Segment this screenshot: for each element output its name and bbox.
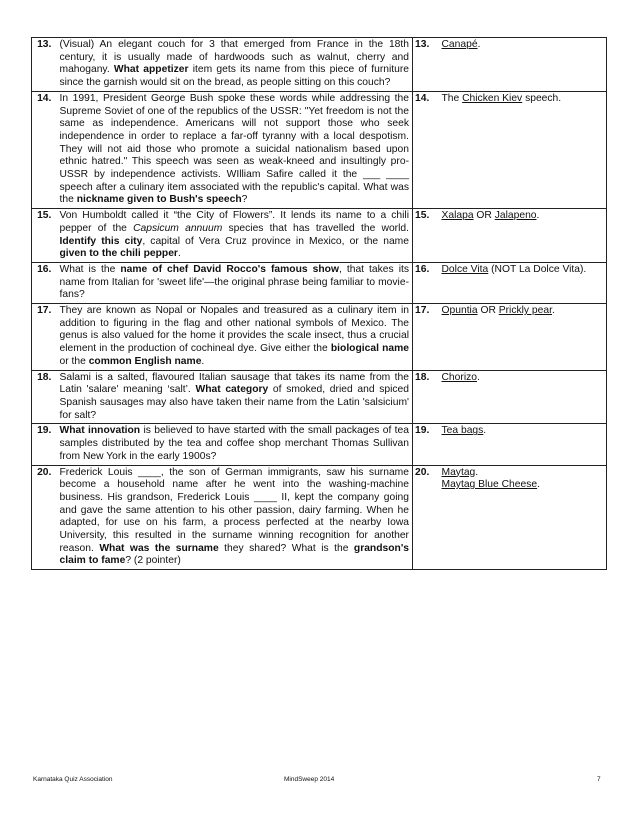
text-run: . — [483, 425, 487, 437]
text-run: grandson's claim to fame — [59, 542, 409, 567]
answer-text — [440, 304, 607, 371]
question-row — [32, 209, 607, 263]
question-text — [58, 465, 413, 570]
text-run: . — [551, 305, 555, 317]
text-run: Maytag Blue Cheese — [441, 479, 538, 491]
text-run: Canapé — [441, 39, 478, 50]
question-text — [58, 304, 413, 371]
text-run: Salami is a salted, flavoured Italian sausage that takes its name from the Latin 'salare' meaning ‘salt’. — [59, 371, 409, 396]
text-run: biological name — [330, 343, 409, 355]
question-number: 15. — [32, 209, 58, 263]
text-run: They are known as Nopal or Nopales and treasured as a culinary item in addition to figuring in the flag and other national symbols of Mexico. The genus is also valued for the home it provides the scale insect, thus a crucial element in the production of cochineal dye. Give either the — [59, 305, 409, 355]
text-run: The — [441, 92, 463, 104]
text-run: , that takes its name from Italian for 'sweet life'—the original phrase being familiar to movie-fans? — [59, 263, 409, 301]
text-run: or the — [59, 355, 89, 367]
text-run: What was the surname — [99, 542, 219, 554]
answer-text — [440, 91, 607, 208]
text-run: . — [475, 466, 479, 478]
text-run: . — [477, 39, 481, 50]
answer-number: 13. — [413, 38, 440, 92]
question-number: 16. — [32, 262, 58, 303]
text-run: Identify this city — [59, 235, 143, 247]
text-run: Jalapeno — [494, 210, 537, 222]
text-run: , capital of Vera Cruz province in Mexico, or the name — [142, 235, 409, 247]
question-row — [32, 38, 607, 92]
text-run: . — [536, 210, 540, 222]
answer-number: 18. — [413, 370, 440, 424]
text-run: Capsicum annuum — [133, 222, 223, 234]
answer-text — [440, 262, 607, 303]
answer-number: 17. — [413, 304, 440, 371]
answer-number: 19. — [413, 424, 440, 465]
text-run: they shared? What is the — [218, 542, 354, 554]
answer-number: 20. — [413, 465, 440, 570]
footer-organization: Karnataka Quiz Association — [33, 776, 113, 783]
answer-text — [440, 465, 607, 570]
text-run: Chorizo — [441, 371, 477, 383]
text-run: Dolce Vita — [441, 263, 489, 275]
quiz-table-body — [32, 38, 607, 570]
question-row — [32, 370, 607, 424]
text-run: Chicken Kiev — [462, 92, 523, 104]
question-text — [58, 91, 413, 208]
question-number: 14. — [32, 91, 58, 208]
text-run: OR — [473, 210, 495, 222]
text-run: item gets its name from this piece of furniture since the garnish would sit on the bread, as people sitting on this couch? — [59, 64, 410, 89]
question-row — [32, 304, 607, 371]
text-run: Frederick Louis ____, the son of German immigrants, saw his surname become a household name after he went into the washing-machine business. His grandson, Frederick Louis ____ II, kept the company going and gave the same attention to his other passion, dairy farming. When he adapted, for use on his farm, a process perfected at the nearby Iowa University, this resulted in the surname winning recognition for another reason. — [59, 466, 409, 554]
text-run: Von Humboldt called it “the City of Flowers”. It lends its name to a chili pepper of the — [59, 210, 409, 234]
footer-event: MindSweep 2014 — [284, 776, 335, 783]
text-run: species that has travelled the world. — [222, 222, 409, 234]
text-run: Tea bags — [441, 425, 484, 437]
text-run: Prickly pear — [498, 305, 552, 317]
text-run: Maytag — [441, 466, 476, 478]
quiz-table — [31, 37, 607, 570]
question-text — [58, 209, 413, 263]
text-run: speech. — [522, 92, 562, 104]
text-run: What innovation — [59, 425, 141, 437]
text-run: In 1991, President George Bush spoke these words while addressing the Supreme Soviet of one of the republics of the USSR: "Yet freedom is not the same as independence. Americans will not support those who seek independence in order to replace a far-off tyranny with a local despotism. They will not aid those who promote a suicidal nationalism based upon ethnic hatred." This speech was seen as weak-kneed and insultingly pro-USSR by independence activists. WIlliam Safire called it the ___ ____ speech after a culinary item associated with the republic's capital. What was the — [59, 92, 409, 206]
question-number: 18. — [32, 370, 58, 424]
text-run: Xalapa — [441, 210, 474, 222]
question-text — [58, 424, 413, 465]
question-text — [58, 370, 413, 424]
question-row — [32, 91, 607, 208]
footer-page-number: 7 — [597, 776, 601, 783]
question-row — [32, 424, 607, 465]
text-run: What appetizer — [113, 64, 189, 76]
question-row — [32, 465, 607, 570]
text-run: given to the chili pepper — [59, 248, 178, 260]
answer-text — [440, 209, 607, 263]
question-text — [58, 38, 413, 92]
answer-number: 15. — [413, 209, 440, 263]
text-run: nickname given to Bush's speech — [76, 194, 242, 206]
question-number: 17. — [32, 304, 58, 371]
answer-text — [440, 424, 607, 465]
question-number: 20. — [32, 465, 58, 570]
text-run: is believed to have started with the small packages of tea samples distributed by the tea and coffee shop merchant Thomas Sullivan from New York in the early 1900s? — [59, 425, 409, 462]
text-run: . — [476, 371, 480, 383]
text-run: name of chef David Rocco's famous show — [120, 263, 339, 275]
question-row — [32, 262, 607, 303]
question-text — [58, 262, 413, 303]
answer-text — [440, 370, 607, 424]
text-run: What is the — [59, 263, 121, 275]
text-run: . — [537, 479, 540, 491]
answer-text — [440, 38, 607, 92]
text-run: What category — [195, 384, 269, 396]
question-number: 13. — [32, 38, 58, 92]
text-run: common English name — [88, 355, 202, 367]
text-run: (Visual) An elegant couch for 3 that emerged from France in the 18th century, it is usually made of hardwoods such as walnut, cherry and mahogany. — [59, 39, 409, 76]
answer-number: 14. — [413, 91, 440, 208]
answer-number: 16. — [413, 262, 440, 303]
text-run: . — [177, 248, 181, 260]
text-run: Opuntia — [441, 305, 478, 317]
text-run: (NOT La Dolce Vita). — [488, 263, 587, 275]
text-run: OR — [477, 305, 499, 317]
text-run: of smoked, dried and spiced Spanish sausages may also have taken their name from the Latin 'salsicium' for salt? — [59, 384, 409, 421]
text-run: . — [201, 355, 205, 367]
question-number: 19. — [32, 424, 58, 465]
text-run: ? (2 pointer) — [125, 555, 181, 567]
text-run: ? — [241, 194, 248, 206]
